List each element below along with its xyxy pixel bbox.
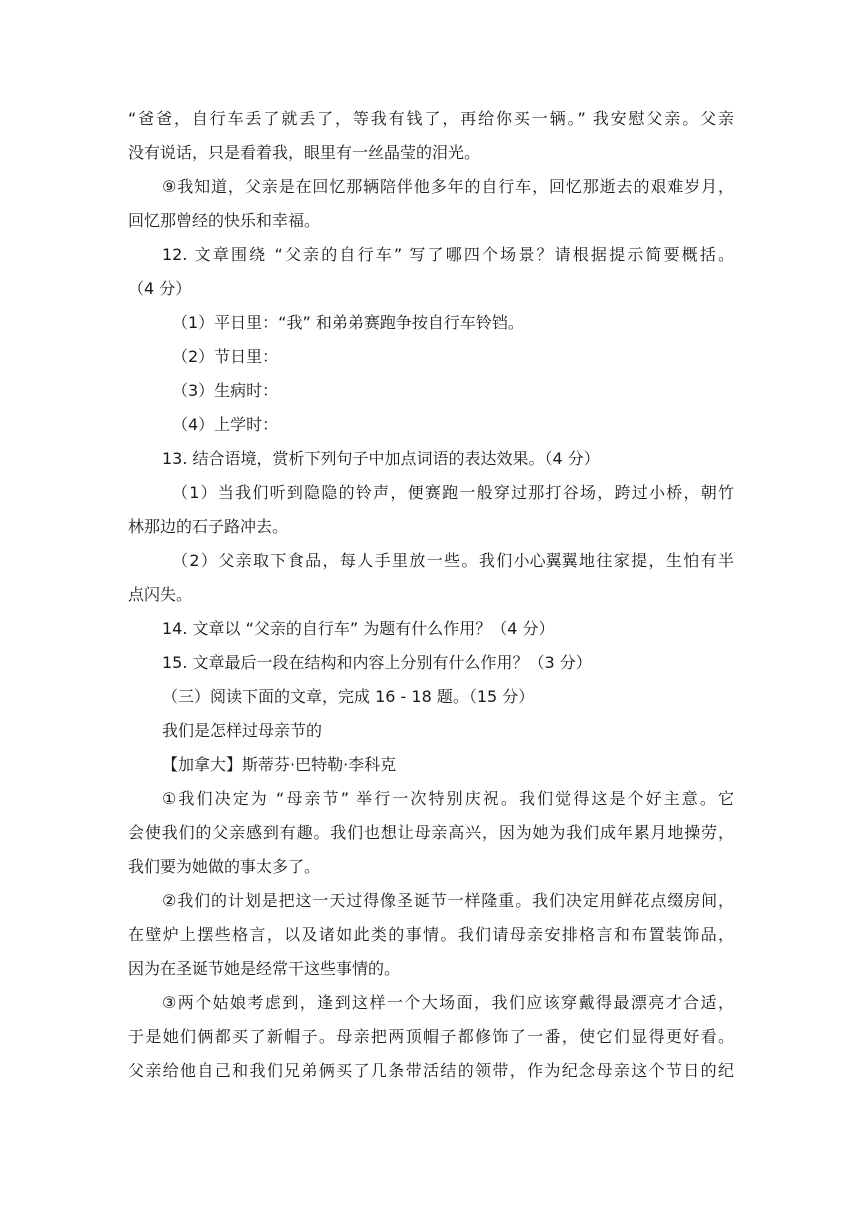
question-12-item-3: （3）生病时： xyxy=(172,381,279,400)
question-13-sentence-2-cont: 点闪失。 xyxy=(128,585,193,604)
question-12-score: （4 分） xyxy=(128,279,192,298)
paragraph-line: ③两个姑娘考虑到，逢到这样一个大场面，我们应该穿戴得最漂亮才合适， xyxy=(162,993,734,1012)
paragraph-line: 在壁炉上摆些格言，以及诸如此类的事情。我们请母亲安排格言和布置装饰品， xyxy=(128,925,734,944)
question-13-sentence-2: （2）父亲取下食品，每人手里放一些。我们小心翼翼地往家提，生怕有半 xyxy=(128,544,734,578)
question-14: 14. 文章以 “父亲的自行车” 为题有什么作用？（4 分） xyxy=(162,619,555,638)
paragraph-line: 父亲给他自己和我们兄弟俩买了几条带活结的领带，作为纪念母亲这个节日的纪 xyxy=(128,1061,734,1080)
paragraph-line: “爸爸，自行车丢了就丢了，等我有钱了，再给你买一辆。” 我安慰父亲。父亲 xyxy=(128,109,734,128)
emphasis-dotted-char: 小 xyxy=(514,544,530,578)
article-title: 我们是怎样过母亲节的 xyxy=(162,721,323,740)
emphasis-dotted-char: 冲 xyxy=(240,510,256,544)
question-13-sentence-1-cont: 林那边的石子路冲去。 xyxy=(128,510,734,544)
emphasis-dotted-char: 翼 xyxy=(562,544,578,578)
section-three-heading: （三）阅读下面的文章，完成 16 - 18 题。（15 分） xyxy=(162,687,535,706)
question-12-item-1: （1）平日里：“我” 和弟弟赛跑争按自行车铃铛。 xyxy=(172,313,524,332)
paragraph-line: ⑨我知道，父亲是在回忆那辆陪伴他多年的自行车，回忆那逝去的艰难岁月， xyxy=(162,177,734,196)
emphasis-dotted-char: 心 xyxy=(530,544,546,578)
paragraph-line: 会使我们的父亲感到有趣。我们也想让母亲高兴，因为她为我们成年累月地操劳， xyxy=(128,823,734,842)
paragraph-line: 因为在圣诞节她是经常干这些事情的。 xyxy=(128,959,401,978)
emphasis-dotted-char: 去 xyxy=(256,510,272,544)
paragraph-line: 我们要为她做的事太多了。 xyxy=(128,857,321,876)
question-12-item-4: （4）上学时： xyxy=(172,415,279,434)
article-author: 【加拿大】斯蒂芬·巴特勒·李科克 xyxy=(162,755,397,774)
paragraph-line: ②我们的计划是把这一天过得像圣诞节一样隆重。我们决定用鲜花点缀房间， xyxy=(162,891,734,910)
paragraph-line: ①我们决定为 “母亲节” 举行一次特别庆祝。我们觉得这是个好主意。它 xyxy=(162,789,734,808)
document-body xyxy=(128,102,734,1088)
paragraph-line: 没有说话，只是看着我，眼里有一丝晶莹的泪光。 xyxy=(128,143,481,162)
emphasis-dotted-char: 翼 xyxy=(546,544,562,578)
question-12: 12. 文章围绕 “父亲的自行车” 写了哪四个场景？请根据提示简要概括。 xyxy=(162,245,734,264)
paragraph-line: 回忆那曾经的快乐和幸福。 xyxy=(128,211,321,230)
question-13-sentence-1: （1）当我们听到隐隐的铃声，便赛跑一般穿过那打谷场，跨过小桥，朝竹 xyxy=(172,483,734,502)
question-13: 13. 结合语境，赏析下列句子中加点词语的表达效果。（4 分） xyxy=(162,449,600,468)
question-12-item-2: （2）节日里： xyxy=(172,347,279,366)
paragraph-line: 于是她们俩都买了新帽子。母亲把两顶帽子都修饰了一番，使它们显得更好看。 xyxy=(128,1027,734,1046)
question-15: 15. 文章最后一段在结构和内容上分别有什么作用？（3 分） xyxy=(162,653,592,672)
